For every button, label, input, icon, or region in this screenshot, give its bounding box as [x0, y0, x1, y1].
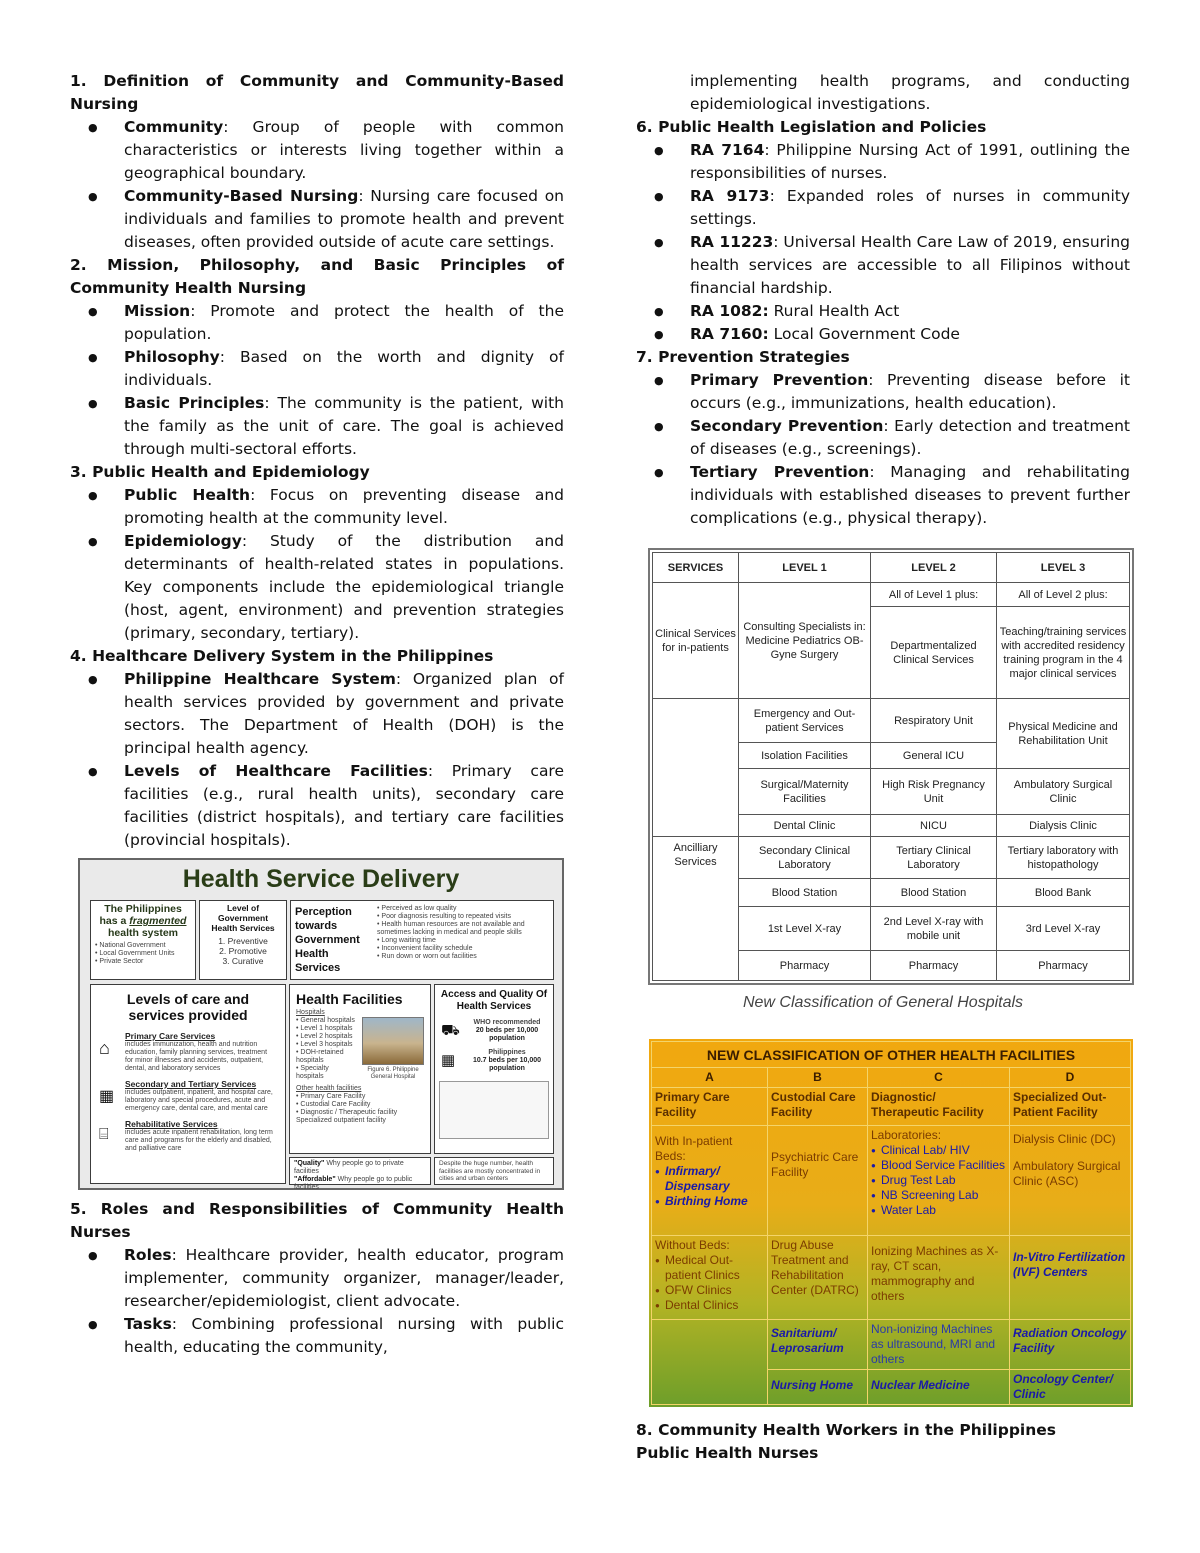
- box-list: • Primary Care Facility • Custodial Care Facility • Diagnostic / Therapeutic facility Specialized outpatient facility: [296, 1093, 398, 1124]
- column-header: Primary Care Facility: [652, 1088, 768, 1126]
- table-cell: Sanitarium/ Leprosarium: [768, 1320, 868, 1370]
- table-cell: All of Level 1 plus:: [871, 583, 997, 607]
- table-cell: Pharmacy: [739, 951, 871, 981]
- table-cell: 3rd Level X-ray: [997, 907, 1130, 951]
- table-cell: Isolation Facilities: [739, 743, 871, 769]
- column-header: SERVICES: [653, 553, 739, 583]
- table-row: [652, 1126, 1131, 1236]
- definition: : Expanded roles of nurses in community settings.: [690, 187, 1131, 228]
- stat-label: Philippines: [488, 1049, 526, 1056]
- list-item: [70, 1313, 564, 1359]
- section-6-heading: 6. Public Health Legislation and Policies: [636, 118, 987, 136]
- box-title: Health Facilities: [296, 991, 403, 1007]
- table-cell: Consulting Specialists in: Medicine Pediatrics OB-Gyne Surgery: [739, 583, 871, 699]
- section-7-heading: 7. Prevention Strategies: [636, 348, 850, 366]
- access-quality-box: [434, 984, 554, 1154]
- list-item: [636, 300, 1130, 323]
- table-cell: General ICU: [871, 743, 997, 769]
- term: Tasks: [124, 1315, 172, 1333]
- table-title: NEW CLASSIFICATION OF OTHER HEALTH FACILITIES: [652, 1042, 1131, 1068]
- column-header: Custodial Care Facility: [768, 1088, 868, 1126]
- term: Roles: [124, 1246, 172, 1264]
- right-column: [636, 70, 1130, 1465]
- section-5-heading: 5. Roles and Responsibilities of Community Health Nurses: [70, 1200, 564, 1241]
- table-cell: Ionizing Machines as X-ray, CT scan, mammography and others: [868, 1236, 1010, 1320]
- term: Primary Prevention: [690, 371, 869, 389]
- concentration-box: [434, 1157, 554, 1185]
- list-text: Primary Care Facility: [300, 1093, 366, 1100]
- box-text-emphasis: fragmented: [129, 915, 187, 927]
- section-8-heading: 8. Community Health Workers in the Philippines: [636, 1421, 1056, 1439]
- table-row: [652, 1236, 1131, 1320]
- stat-label: WHO recommended: [473, 1019, 541, 1026]
- bed-icon: ⛟: [441, 1022, 460, 1039]
- table-cell: Nuclear Medicine: [868, 1370, 1010, 1405]
- perception-box: [290, 900, 554, 980]
- list-item: [636, 323, 1130, 346]
- cell-item: ● Dental Clinics: [655, 1298, 764, 1313]
- box-subtitle: Hospitals: [296, 1009, 325, 1016]
- definition: : Primary care facilities (e.g., rural health units), secondary care facilities (district hospitals), and tertiary care facilities (provincial hospitals).: [124, 762, 565, 849]
- afford-label: "Affordable": [294, 1176, 336, 1183]
- cell-item: ● Drug Test Lab: [871, 1173, 1006, 1188]
- cell-item: Ambulatory Surgical Clinic (ASC): [1013, 1159, 1121, 1188]
- list-item: [70, 185, 564, 254]
- cell-item: ● Infirmary/ Dispensary: [655, 1164, 764, 1194]
- list-item: [70, 300, 564, 346]
- column-header: LEVEL 2: [871, 553, 997, 583]
- table-cell: Dialysis Clinic: [997, 815, 1130, 837]
- table-row: [653, 837, 1130, 879]
- table-cell: [868, 1126, 1010, 1236]
- levels-of-care-box: [90, 984, 286, 1184]
- figure-caption: Figure 6. Philippine General Hospital: [367, 1067, 419, 1080]
- column-letter: D: [1010, 1068, 1131, 1088]
- term: RA 11223: [690, 233, 774, 251]
- table-cell: Pharmacy: [871, 951, 997, 981]
- list-text: 2. Promotive: [219, 946, 267, 956]
- column-letter: B: [768, 1068, 868, 1088]
- list-item: [636, 461, 1130, 530]
- definition: : The community is the patient, with the family as the unit of care. The goal is achieved through multi-sectoral efforts.: [124, 394, 564, 458]
- left-column: [70, 70, 564, 1359]
- table-cell: [1010, 1126, 1131, 1236]
- section-3-list: [70, 484, 564, 645]
- table-row: [653, 699, 1130, 743]
- table-cell: Tertiary laboratory with histopathology: [997, 837, 1130, 879]
- care-desc: includes outpatient, inpatient, and hospital care, laboratory and special procedures, acute and emergency care, dental care, and mental care: [125, 1089, 273, 1112]
- table-cell: Secondary Clinical Laboratory: [739, 837, 871, 879]
- quality-desc: Why people go to private facilities: [294, 1160, 404, 1175]
- definition: : Group of people with common characteristics or interests living together within a geographical boundary.: [124, 118, 564, 182]
- box-text: Despite the huge number, health facilities are mostly concentrated in cities and urban centers: [439, 1160, 541, 1182]
- definition: : Early detection and treatment of diseases (e.g., screenings).: [690, 417, 1130, 458]
- list-text: DOH-retained hospitals: [296, 1049, 344, 1064]
- health-service-delivery-infographic: [78, 858, 564, 1190]
- column-header: LEVEL 1: [739, 553, 871, 583]
- box-list: • Perceived as low quality • Poor diagnosis resulting to repeated visits • Health human resources are not available and sometimes lacking in medical and people skills • Long waiting time • Inconvenient facility schedule • Run down or worn out facilities: [377, 905, 525, 960]
- list-text: Custodial Care Facility: [300, 1101, 371, 1108]
- house-icon: ⌂: [99, 1038, 110, 1058]
- hospital-icon: ▦: [441, 1052, 456, 1069]
- definition: : Combining professional nursing with public health, educating the community,: [124, 1315, 564, 1356]
- table-cell: Respiratory Unit: [871, 699, 997, 743]
- table-caption: New Classification of General Hospitals: [742, 994, 1024, 1011]
- other-health-facilities-table: [649, 1039, 1133, 1407]
- table-cell: Blood Station: [739, 879, 871, 907]
- table-letter-row: [652, 1068, 1131, 1088]
- box-list: [204, 936, 282, 966]
- column-letter: C: [868, 1068, 1010, 1088]
- term: Community-Based Nursing: [124, 187, 359, 205]
- table-row: [652, 1320, 1131, 1370]
- section-5-list: [70, 1244, 564, 1359]
- list-item: [70, 392, 564, 461]
- list-text: 1. Preventive: [218, 936, 268, 946]
- list-text: Level 3 hospitals: [300, 1041, 353, 1048]
- building-icon: ⌸: [99, 1126, 109, 1143]
- table-cell: 2nd Level X-ray with mobile unit: [871, 907, 997, 951]
- table-cell: [652, 1236, 768, 1320]
- table-cell: Clinical Services for in-patients: [653, 583, 739, 699]
- list-text: Specialty hospitals: [296, 1065, 329, 1080]
- box-title: Access and Quality Of Health Services: [440, 989, 548, 1012]
- table-cell: Psychiatric Care Facility: [768, 1126, 868, 1236]
- care-name: Secondary and Tertiary Services: [125, 1079, 257, 1089]
- section-4-list: [70, 668, 564, 852]
- cell-title: With In-patient Beds:: [655, 1134, 733, 1163]
- afford-desc: Why people go to public facilities: [294, 1176, 413, 1191]
- list-text: Local Government Units: [99, 950, 175, 957]
- ph-stat: [439, 1049, 549, 1073]
- definition: Local Government Code: [768, 325, 960, 343]
- definition: : Organized plan of health services provided by government and private sectors. The Department of Health (DOH) is the principal health agency.: [124, 670, 564, 757]
- general-hospitals-table: [648, 548, 1134, 985]
- table-cell: Pharmacy: [997, 951, 1130, 981]
- table-cell: NICU: [871, 815, 997, 837]
- care-item: [99, 1119, 277, 1153]
- table-cell: Radiation Oncology Facility: [1010, 1320, 1131, 1370]
- term: RA 9173: [690, 187, 770, 205]
- list-text: Private Sector: [99, 958, 144, 965]
- table-cell: Teaching/training services with accredited residency training program in the 4 major clinical services: [997, 607, 1130, 699]
- section-2-heading: 2. Mission, Philosophy, and Basic Principles of Community Health Nursing: [70, 256, 564, 297]
- term: Mission: [124, 302, 191, 320]
- definition: : Healthcare provider, health educator, program implementer, community organizer, manager/leader, researcher/epidemiologist, client advocate.: [124, 1246, 564, 1310]
- table-cell: Physical Medicine and Rehabilitation Unit: [997, 699, 1130, 769]
- list-item: [70, 530, 564, 645]
- term: Epidemiology: [124, 532, 242, 550]
- definition: Rural Health Act: [768, 302, 900, 320]
- section-7-list: [636, 369, 1130, 530]
- term: RA 7160:: [690, 325, 769, 343]
- list-text: 3. Curative: [222, 956, 264, 966]
- list-text: Run down or worn out facilities: [381, 953, 477, 960]
- definition: : Nursing care focused on individuals and families to promote health and prevent diseases, often provided outside of acute care settings.: [124, 187, 564, 251]
- box-title: Level of Government Health Services: [211, 903, 275, 933]
- care-name: Primary Care Services: [125, 1031, 216, 1041]
- box-subtitle: Other health facilities: [296, 1085, 362, 1092]
- term: Public Health: [124, 486, 251, 504]
- list-item: [636, 231, 1130, 300]
- list-text: Level 2 hospitals: [300, 1033, 353, 1040]
- term: Philippine Healthcare System: [124, 670, 396, 688]
- list-text: Long waiting time: [381, 937, 436, 944]
- table-cell: High Risk Pregnancy Unit: [871, 769, 997, 815]
- box-title: Perception towards Government Health Services: [295, 906, 360, 974]
- cell-item: Dialysis Clinic (DC): [1013, 1132, 1116, 1146]
- list-item: [636, 139, 1130, 185]
- hospital-photo: [362, 1017, 424, 1065]
- table-cell: [652, 1320, 768, 1405]
- list-text: National Government: [99, 942, 166, 949]
- cell-item: ● Water Lab: [871, 1203, 1006, 1218]
- list-text: General hospitals: [300, 1017, 355, 1024]
- stat-value: 20 beds per 10,000 population: [475, 1027, 539, 1042]
- cell-item: ● Birthing Home: [655, 1194, 764, 1209]
- table-cell: Oncology Center/ Clinic: [1010, 1370, 1131, 1405]
- section-3-heading: 3. Public Health and Epidemiology: [70, 463, 370, 481]
- continued-text: implementing health programs, and conducting epidemiological investigations.: [690, 72, 1130, 113]
- table-cell: Emergency and Out-patient Services: [739, 699, 871, 743]
- list-text: Level 1 hospitals: [300, 1025, 353, 1032]
- definition: : Promote and protect the health of the population.: [124, 302, 564, 343]
- list-item: [636, 185, 1130, 231]
- cell-item: ● Blood Service Facilities: [871, 1158, 1006, 1173]
- term: Levels of Healthcare Facilities: [124, 762, 428, 780]
- table-header-row: [652, 1088, 1131, 1126]
- term: RA 1082:: [690, 302, 769, 320]
- definition: : Focus on preventing disease and promoting health at the community level.: [124, 486, 564, 527]
- term: Community: [124, 118, 224, 136]
- list-text: Inconvenient facility schedule: [381, 945, 473, 952]
- table-cell: 1st Level X-ray: [739, 907, 871, 951]
- table-cell: Dental Clinic: [739, 815, 871, 837]
- box-title: Levels of care and services provided: [126, 991, 250, 1023]
- definition: : Universal Health Care Law of 2019, ensuring health services are accessible to all Filipinos without financial hardship.: [690, 233, 1130, 297]
- cell-title: Laboratories:: [871, 1128, 942, 1142]
- section-1-heading: 1. Definition of Community and Community-Based Nursing: [70, 72, 564, 113]
- definition: : Study of the distribution and determinants of health-related states in populations. Key components include the epidemiological triangle (host, agent, environment) and prevention strategies (primary, secondary, tertiary).: [124, 532, 564, 642]
- table-cell: Drug Abuse Treatment and Rehabilitation Center (DATRC): [768, 1236, 868, 1320]
- stat-value: 10.7 beds per 10,000 population: [472, 1057, 542, 1072]
- section-6-list: [636, 139, 1130, 346]
- list-text: Poor diagnosis resulting to repeated visits: [381, 913, 511, 920]
- table-cell: Non-ionizing Machines as ultrasound, MRI and others: [868, 1320, 1010, 1370]
- section-8-subheading: Public Health Nurses: [636, 1444, 819, 1462]
- definition: : Philippine Nursing Act of 1991, outlining the responsibilities of nurses.: [690, 141, 1131, 182]
- box-list: • National Government • Local Government Units • Private Sector: [95, 942, 175, 965]
- table-cell: Tertiary Clinical Laboratory: [871, 837, 997, 879]
- care-item: [99, 1031, 277, 1073]
- box-list: • General hospitals • Level 1 hospitals • Level 2 hospitals • Level 3 hospitals • DOH-retained hospitals • Specialty hospitals: [296, 1017, 355, 1080]
- table-cell: In-Vitro Fertilization (IVF) Centers: [1010, 1236, 1131, 1320]
- cell-title: Without Beds:: [655, 1238, 730, 1252]
- table-cell: Ancilliary Services: [653, 837, 739, 981]
- definition: : Preventing disease before it occurs (e.g., immunizations, health education).: [690, 371, 1130, 412]
- table-header-row: [653, 553, 1130, 583]
- column-header: LEVEL 3: [997, 553, 1130, 583]
- health-facilities-box: [289, 984, 431, 1154]
- list-text: Diagnostic / Therapeutic facility Specialized outpatient facility: [296, 1109, 398, 1124]
- facility-mini-table: [439, 1081, 549, 1139]
- list-text: Perceived as low quality: [381, 905, 457, 912]
- quality-label: "Quality": [294, 1160, 325, 1167]
- list-item: [70, 668, 564, 760]
- care-item: [99, 1079, 277, 1113]
- table-cell: Surgical/Maternity Facilities: [739, 769, 871, 815]
- list-item: [70, 116, 564, 185]
- term: Tertiary Prevention: [690, 463, 870, 481]
- section-4-heading: 4. Healthcare Delivery System in the Philippines: [70, 647, 494, 665]
- list-item: [636, 369, 1130, 415]
- care-desc: includes immunization, health and nutrition education, family planning services, treatment for minor illnesses and accidents, outpatient, dental, and laboratory services: [125, 1041, 268, 1072]
- list-item: [636, 415, 1130, 461]
- list-text: Health human resources are not available and sometimes lacking in medical and people skills: [377, 921, 525, 936]
- table-cell: Blood Bank: [997, 879, 1130, 907]
- definition: : Based on the worth and dignity of individuals.: [124, 348, 564, 389]
- table-cell: Ambulatory Surgical Clinic: [997, 769, 1130, 815]
- column-header: Specialized Out-Patient Facility: [1010, 1088, 1131, 1126]
- table-cell: Departmentalized Clinical Services: [871, 607, 997, 699]
- quality-afford-box: [289, 1157, 431, 1191]
- table-cell: Nursing Home: [768, 1370, 868, 1405]
- care-name: Rehabilitative Services: [125, 1119, 218, 1129]
- list-item: [70, 346, 564, 392]
- table-row: [653, 583, 1130, 607]
- care-desc: includes acute inpatient rehabilitation, long term care and programs for the elderly and disabled, and palliative care: [125, 1129, 273, 1152]
- list-item: [70, 484, 564, 530]
- fragmented-system-box: [90, 900, 196, 980]
- definition: : Managing and rehabilitating individuals with established diseases to prevent further complications (e.g., physical therapy).: [690, 463, 1131, 527]
- table-cell: Blood Station: [871, 879, 997, 907]
- list-item: [70, 1244, 564, 1313]
- table-cell: All of Level 2 plus:: [997, 583, 1130, 607]
- hospital-icon: ▦: [99, 1088, 115, 1105]
- cell-item: ● NB Screening Lab: [871, 1188, 1006, 1203]
- list-item: [70, 760, 564, 852]
- cell-item: ● Clinical Lab/ HIV: [871, 1143, 1006, 1158]
- column-header: Diagnostic/ Therapeutic Facility: [868, 1088, 1010, 1126]
- cell-item: ● OFW Clinics: [655, 1283, 764, 1298]
- table-cell: [652, 1126, 768, 1236]
- government-services-box: [199, 900, 287, 980]
- section-1-list: [70, 116, 564, 254]
- term: Philosophy: [124, 348, 220, 366]
- term: Basic Principles: [124, 394, 265, 412]
- table-cell: [653, 699, 739, 837]
- cell-item: ● Medical Out-patient Clinics: [655, 1253, 764, 1283]
- section-2-list: [70, 300, 564, 461]
- box-text: The Philippines has a: [99, 903, 182, 927]
- term: RA 7164: [690, 141, 765, 159]
- box-text: health system: [107, 927, 179, 939]
- term: Secondary Prevention: [690, 417, 884, 435]
- column-letter: A: [652, 1068, 768, 1088]
- who-stat: [439, 1019, 549, 1043]
- infographic-title: Health Service Delivery: [182, 865, 460, 893]
